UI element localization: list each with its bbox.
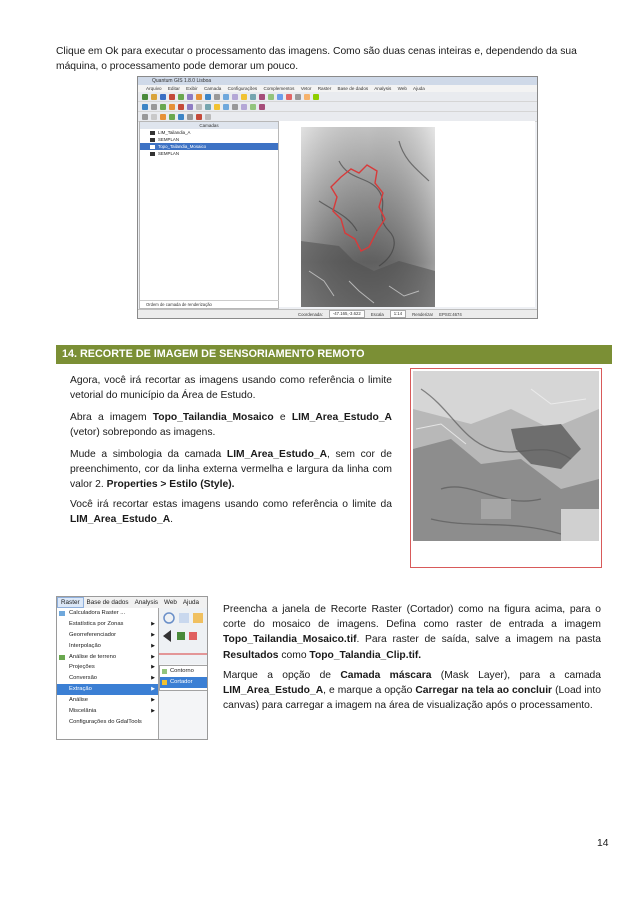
- qgis-menu-item[interactable]: Configurações: [227, 86, 258, 91]
- tool-icon[interactable]: [196, 114, 202, 120]
- coord-field[interactable]: -47.165,-3.622: [329, 310, 365, 318]
- toolbar-icons: [159, 608, 207, 664]
- tool-icon[interactable]: [223, 104, 229, 110]
- bold-text: Topo_Talandia_Clip.tif.: [309, 649, 422, 661]
- menu-help[interactable]: Ajuda: [182, 599, 199, 606]
- raster-dropdown: [57, 608, 159, 739]
- bold-text: Topo_Tailandia_Mosaico.tif: [223, 634, 357, 646]
- paragraph-2: [70, 410, 392, 440]
- qgis-menu-item[interactable]: Analysis: [374, 86, 392, 91]
- text: (Mask Layer), para a camada: [431, 670, 601, 681]
- tool-icon[interactable]: [241, 94, 247, 100]
- text: (vetor) sobrepondo as imagens.: [70, 427, 216, 439]
- qgis-menu-item[interactable]: Camada: [203, 86, 222, 91]
- layer-item-selected[interactable]: [140, 143, 278, 150]
- tool-icon[interactable]: [151, 114, 157, 120]
- layer-item[interactable]: [140, 136, 278, 143]
- tool-icon[interactable]: [223, 94, 229, 100]
- bold-text: Resultados: [223, 649, 279, 661]
- text: como: [278, 649, 310, 661]
- render-checkbox[interactable]: Renderizar: [412, 311, 434, 317]
- text: (Load into canvas) para carregar a imagem na área de visualização após o processamento.: [223, 685, 601, 712]
- page-number: 14: [597, 838, 609, 849]
- paragraph-1: Agora, você irá recortar as imagens usando como referência o limite vetorial do município da Área de Estudo.: [70, 375, 392, 402]
- tool-icon[interactable]: [196, 94, 202, 100]
- tool-icon[interactable]: [142, 104, 148, 110]
- qgis-menu-item[interactable]: Arquivo: [146, 86, 162, 91]
- raster-menu-screenshot: [56, 596, 208, 740]
- arrow-right-icon: ▶: [151, 631, 155, 638]
- menu-item-misc[interactable]: Miscelânia ▶: [57, 706, 158, 717]
- tool-icon[interactable]: [295, 94, 301, 100]
- menu-database[interactable]: Base de dados: [86, 599, 129, 606]
- menu-item-analysis[interactable]: Análise ▶: [57, 695, 158, 706]
- scale-field[interactable]: 1:14: [390, 310, 406, 318]
- layer-label: LIM_Tailandia_A: [158, 130, 191, 135]
- text: . Para raster de saída, salve a imagem na pasta: [356, 634, 601, 646]
- qgis-menu-item[interactable]: Web: [397, 86, 407, 91]
- menu-item-georeferencer[interactable]: Georreferenciador ▶: [57, 630, 158, 641]
- arrow-right-icon: ▶: [151, 664, 155, 671]
- layers-panel-footer[interactable]: Ordem de camada de renderização: [140, 300, 284, 308]
- qgis-toolbar-2: [138, 102, 537, 112]
- layers-panel-header: Camadas: [140, 122, 278, 129]
- contour-icon: [162, 669, 167, 674]
- qgis-title: Quantum GIS 1.8.0 Lisboa: [138, 77, 537, 85]
- text: Preencha a janela de Recorte Raster (Cortador) como na figura acima, para o corte do mosaico de imagens. Defina como raster de entrada a imagem: [223, 604, 601, 631]
- paragraph-4: [70, 497, 392, 527]
- tool-icon[interactable]: [160, 94, 166, 100]
- text: , e marque a opção: [323, 685, 416, 697]
- tool-icon[interactable]: [178, 114, 184, 120]
- menu-raster[interactable]: Raster: [57, 597, 84, 608]
- layer-icon: [150, 145, 155, 149]
- qgis-menu-item[interactable]: Base de dados: [337, 86, 369, 91]
- scale-label: Escala: [370, 311, 384, 317]
- tool-icon[interactable]: [160, 114, 166, 120]
- menu-item-conversion[interactable]: Conversão ▶: [57, 673, 158, 684]
- text: , sem cor de preenchimento, cor da linha externa vermelha e largura da linha com valor 2.: [70, 449, 392, 491]
- clip-raster-image: [411, 369, 601, 567]
- layer-label: Topo_Tailandia_Mosaico: [158, 144, 207, 149]
- qgis-menu-item[interactable]: Raster: [317, 86, 332, 91]
- menu-item-extraction[interactable]: Extração ▶: [57, 684, 158, 695]
- submenu-item-contour[interactable]: Contorno: [160, 666, 207, 677]
- extraction-submenu: [159, 665, 208, 691]
- paragraph-6: [223, 668, 601, 714]
- arrow-right-icon: ▶: [151, 697, 155, 704]
- bold-text: LIM_Area_Estudo_A: [226, 449, 328, 460]
- bold-text: LIM_Area_Estudo_A: [291, 412, 392, 423]
- menu-item-zonal-stats[interactable]: Estatística por Zonas ▶: [57, 619, 158, 630]
- menu-item-terrain[interactable]: Análise de terreno ▶: [57, 652, 158, 663]
- layer-item[interactable]: [140, 129, 278, 136]
- tool-icon[interactable]: [142, 94, 148, 100]
- tool-icon[interactable]: [187, 94, 193, 100]
- clipper-icon: [162, 680, 167, 685]
- tool-icon[interactable]: [286, 94, 292, 100]
- arrow-right-icon: ▶: [151, 686, 155, 693]
- qgis-menu-item[interactable]: Complementos: [263, 86, 295, 91]
- tool-icon[interactable]: [169, 104, 175, 110]
- layer-icon: [150, 138, 155, 142]
- tool-icon[interactable]: [187, 104, 193, 110]
- tool-icon[interactable]: [241, 104, 247, 110]
- bold-text: Camada máscara: [340, 670, 432, 681]
- tool-icon[interactable]: [214, 104, 220, 110]
- bold-text: LIM_Area_Estudo_A: [70, 514, 171, 526]
- tool-icon[interactable]: [187, 114, 193, 120]
- intro-paragraph: Clique em Ok para executar o processamento das imagens. Como são duas cenas inteiras e, dependendo da sua máquina, o processamento pode demorar um pouco.: [56, 46, 577, 72]
- map-canvas[interactable]: [279, 121, 535, 307]
- crs-button[interactable]: EPSG:4674: [439, 311, 462, 317]
- tool-icon[interactable]: [313, 94, 319, 100]
- tool-icon[interactable]: [232, 104, 238, 110]
- tool-icon[interactable]: [169, 114, 175, 120]
- text: Abra a imagem: [70, 412, 153, 423]
- bold-text: Topo_Tailandia_Mosaico: [152, 412, 274, 423]
- tool-icon[interactable]: [214, 94, 220, 100]
- toolbar-area: [159, 608, 207, 664]
- paragraph-3: [70, 447, 392, 493]
- tool-icon[interactable]: [178, 94, 184, 100]
- tool-icon[interactable]: [250, 104, 256, 110]
- tool-icon[interactable]: [196, 104, 202, 110]
- tool-icon[interactable]: [160, 104, 166, 110]
- layer-item[interactable]: [140, 150, 278, 157]
- arrow-right-icon: ▶: [151, 675, 155, 682]
- qgis-menubar: [138, 85, 537, 92]
- bold-text: Carregar na tela ao concluir: [415, 685, 553, 697]
- menu-analysis[interactable]: Analysis: [134, 599, 159, 606]
- arrow-right-icon: ▶: [151, 620, 155, 627]
- text: .: [170, 514, 174, 526]
- qgis-menu-item[interactable]: Ajuda: [413, 86, 425, 91]
- map-raster-image: [279, 121, 535, 307]
- coord-label: Coordenada:: [298, 311, 323, 317]
- tool-icon[interactable]: [142, 114, 148, 120]
- tool-icon[interactable]: [277, 94, 283, 100]
- text: Você irá recortar estas imagens usando como referência o limite da: [70, 499, 392, 510]
- layer-label: SEMPLAN: [158, 151, 179, 156]
- qgis-menu-item[interactable]: Vetor: [300, 86, 312, 91]
- layer-label: SEMPLAN: [158, 137, 179, 142]
- layer-icon: [150, 131, 155, 135]
- calculator-icon: [59, 611, 65, 616]
- bold-text: Properties > Estilo (Style).: [106, 479, 235, 491]
- tool-icon[interactable]: [304, 94, 310, 100]
- qgis-toolbar-1: [138, 92, 537, 102]
- text: e: [273, 412, 292, 423]
- clip-preview-image: [410, 368, 602, 568]
- bold-text: LIM_Area_Estudo_A: [223, 685, 324, 697]
- arrow-right-icon: ▶: [151, 642, 155, 649]
- layer-icon: [150, 152, 155, 156]
- menu-item-interpolation[interactable]: Interpolação ▶: [57, 641, 158, 652]
- arrow-right-icon: ▶: [151, 708, 155, 715]
- qgis-menu-item[interactable]: Editar: [167, 86, 180, 91]
- paragraph-5: [223, 602, 601, 663]
- text: Marque a opção de: [223, 670, 341, 681]
- section-header: 14. RECORTE DE IMAGEM DE SENSORIAMENTO REMOTO: [56, 345, 612, 364]
- text: Mude a simbologia da camada: [70, 449, 227, 460]
- status-bar: [138, 309, 537, 318]
- menu-web[interactable]: Web: [164, 599, 177, 606]
- tool-icon[interactable]: [151, 94, 157, 100]
- terrain-icon: [59, 655, 65, 660]
- tool-icon[interactable]: [259, 94, 265, 100]
- tool-icon[interactable]: [151, 104, 157, 110]
- tool-icon[interactable]: [178, 104, 184, 110]
- layers-panel: [139, 121, 279, 309]
- qgis-menu-item[interactable]: Exibir: [186, 86, 198, 91]
- tool-icon[interactable]: [205, 94, 211, 100]
- tool-icon[interactable]: [268, 94, 274, 100]
- menu-item-calculator[interactable]: Calculadora Raster ...: [57, 608, 158, 619]
- tool-icon[interactable]: [250, 94, 256, 100]
- tool-icon[interactable]: [205, 114, 211, 120]
- tool-icon[interactable]: [169, 94, 175, 100]
- menu-item-projections[interactable]: Projeções ▶: [57, 662, 158, 673]
- qgis-screenshot: [137, 76, 538, 319]
- tool-icon[interactable]: [232, 94, 238, 100]
- menu-item-gdaltools-settings[interactable]: Configurações do GdalTools: [69, 718, 142, 725]
- arrow-right-icon: ▶: [151, 653, 155, 660]
- tool-icon[interactable]: [205, 104, 211, 110]
- tool-icon[interactable]: [259, 104, 265, 110]
- submenu-item-clipper[interactable]: Cortador: [160, 677, 207, 688]
